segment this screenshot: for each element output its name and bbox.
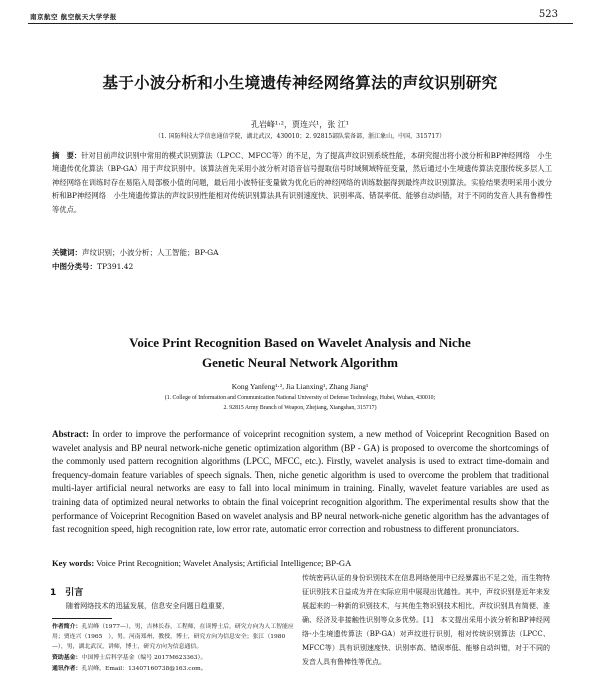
chinese-keywords-label: 关键词：	[52, 248, 82, 257]
footnote-contact-text: 孔岩峰，Email：13407160738@163.com。	[81, 665, 207, 672]
chinese-affiliation: （1. 国防科技大学信息通信学院，湖北武汉，430010；2. 92815部队装备部，浙江象山，中国，315717）	[154, 133, 446, 140]
footnote-author-text: 孔岩峰（1977—），男，吉林长春，工程师，在读博士后，研究方向为人工智能应用；贾连兴（1965 ），男，河南郑州，教授，博士，研究方向为信息安全；张江（1980—），男，湖北武汉，讲师，博士，研究方向为信息通信。	[52, 624, 294, 650]
footnote-author-info	[52, 622, 297, 653]
right-column-paragraph: 传统密码认证的身份识别技术在信息网络使用中已经暴露出不足之处，而生物特征识别技术日益成为并在实际应用中展现出优越性。其中，声纹识别是近年来发展起来的一种新的识别技术，与其他生物识别技术相比，声纹识别具有简便、准确、经济及非接触性识别等众多优势。[1] 本文提出采用小波分析和BP神经网络-小生境遗传算法（BP-GA）对声纹进行识别，相对传统识别算法（LPCC、MFCC等）具有识别速度快、识别率高、错误率低、能够自动纠错，对于不同的发音人具有鲁棒性等优点。	[302, 574, 550, 666]
chinese-keywords	[52, 247, 219, 258]
chinese-title: 基于小波分析和小生境遗传神经网络算法的声纹识别研究	[102, 74, 498, 92]
footnote	[52, 622, 297, 675]
english-keywords	[52, 558, 351, 568]
english-keywords-text: Voice Print Recognition; Wavelet Analysis; Artificial Intelligence; BP-GA	[96, 558, 352, 568]
chinese-keywords-text: 声纹识别；小波分析；人工智能；BP-GA	[82, 248, 219, 257]
chinese-clc-text: TP391.42	[97, 262, 134, 271]
english-abstract-label: Abstract:	[52, 429, 89, 439]
footnote-author-label: 作者简介：	[52, 623, 82, 630]
chinese-abstract	[52, 149, 552, 216]
english-keywords-label: Key words:	[52, 558, 95, 568]
english-authors: Kong Yanfeng¹·², Jia Lianxing¹, Zhang Jiang¹	[231, 382, 369, 391]
footnote-contact-label: 通讯作者：	[52, 664, 82, 672]
english-abstract-text: In order to improve the performance of voiceprint recognition system, a new method of Voiceprint Recognition Based on wavelet analysis and BP neural network-niche genetic optimization algorithm (BP - GA) is proposed to overcome the shortcomings of the commonly used pattern recognition algorithms (LPCC, MFCC, etc.). Firstly, wavelet analysis is used to extract time-domain and frequency-domain feature variables of speech signals. Then, niche genetic algorithm is used to overcome the problem that traditional multi-layer artificial neural networks are easy to fall into local minimum in training. Finally, wavelet feature variables are used as training data of optimized neural networks to obtain the final voiceprint recognition algorithm. The experimental results show that the performance of Voiceprint Recognition Based on wavelet analysis and BP neural network-niche genetic algorithm has the advantages of fast recognition speed, high recognition rate, low error rate, automatic error correction and robustness to different pronunciators.	[52, 429, 549, 535]
footnote-fund-label: 资助基金：	[52, 653, 82, 661]
running-head: 南京航空 航空航天大学学报	[30, 13, 117, 21]
chinese-clc-label: 中图分类号：	[52, 262, 97, 271]
chinese-authors: 孔岩峰¹·²，贾连兴¹，张 江¹	[251, 120, 349, 129]
chinese-abstract-text: 针对目前声纹识别中常用的模式识别算法（LPCC、MFCC等）的不足，为了提高声纹识别系统性能，本研究提出将小波分析和BP神经网络 小生境遗传优化算法（BP-GA）用于声纹识别中。该算法首先采用小波分析对语音信号提取信号时域频域特征变量，然后通过小生境遗传算法克服传统多层人工神经网络在训练时存在易陷入局部极小值的问题，最后用小波特征变量做为优化后的神经网络的训练数据得到最终声纹识别算法。实验结果表明采用小波分析和BP神经网络 小生境遗传算法的声纹识别性能相对传统识别算法具有识别速度快、识别率高、错误率低、能够自动纠错，对于不同的发音人具有鲁棒性等优点。	[52, 151, 552, 214]
english-affiliation-line-2: 2. 92815 Army Branch of Weapon, Zhejiang, Xiangshan, 315717)	[223, 405, 377, 411]
left-column-paragraph: 随着网络技术的迅猛发展，信息安全问题日趋重要，	[66, 601, 230, 610]
page-number: 523	[538, 9, 558, 20]
chinese-clc	[52, 261, 133, 272]
chinese-abstract-label: 摘 要：	[52, 151, 82, 160]
footnote-fund-text: 中国博士后科学基金（编号 2017M623363）。	[81, 654, 207, 661]
header-rule	[28, 23, 573, 24]
footnote-contact	[52, 664, 297, 675]
footnote-rule	[52, 618, 112, 619]
english-abstract	[52, 428, 549, 537]
english-title-line-2: Genetic Neural Network Algorithm	[201, 355, 399, 370]
footnote-fund	[52, 653, 297, 664]
english-title-line-1: Voice Print Recognition Based on Wavelet Analysis and Niche	[129, 335, 471, 350]
english-affiliation-line-1: (1. College of Information and Communication National University of Defense Technology, Hubei, Wuhan, 430010;	[164, 395, 436, 401]
section-heading: 1 引言	[50, 588, 84, 598]
